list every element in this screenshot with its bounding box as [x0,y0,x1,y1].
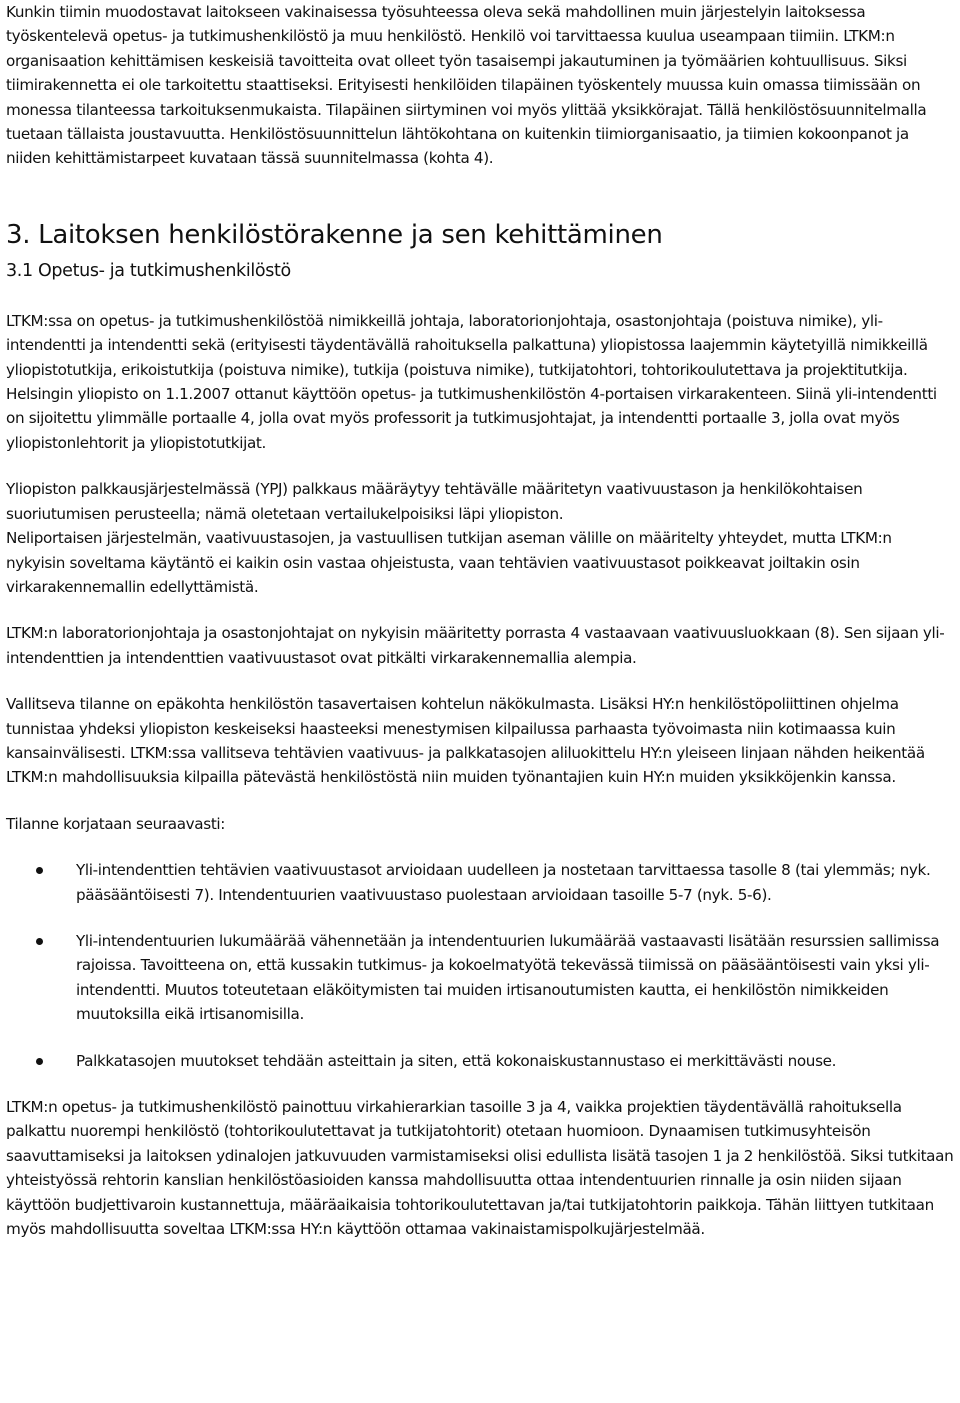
section-spacer [6,171,954,217]
paragraph-current-situation: Vallitseva tilanne on epäkohta henkilöstön tasavertaisen kohtelun näkökulmasta. Lisäksi HY:n henkilöstöpoliittinen ohjelma tunnistaa yhdeksi yliopiston keskeiseksi haasteeksi menestymisen kilpailussa parhaasta työvoimasta niin kotimaassa kuin kansainvälisesti. LTKM:ssa vallitseva tehtävien vaativuus- ja palkkatasojen aliluokittelu HY:n yleiseen linjaan nähden heikentää LTKM:n mahdollisuuksia kilpailla pätevästä henkilöstöstä niin muiden työnantajien kuin HY:n muiden yksikköjenkin kanssa. [6,695,925,787]
intro-paragraph: Kunkin tiimin muodostavat laitokseen vakinaisessa työsuhteessa oleva sekä mahdollinen muin järjestelyin laitoksessa työskentelevä opetus- ja tutkimushenkilöstö ja muu henkilöstö. Henkilö voi tarvittaessa kuulua useampaan tiimiin. LTKM:n organisaation kehittämisen keskeisiä tavoitteita ovat olleet työn tasaisempi jakautuminen ja työmäärien kohtuullisuus. Siksi tiimirakennetta ei ole tarkoitettu staattiseksi. Erityisesti henkilöiden tilapäinen työskentely muussa kuin omassa tiimissään on monessa tilanteessa tarkoituksenmukaista. Tilapäinen siirtyminen voi myös ylittää yksikkörajat. Tällä henkilöstösuunnitelmalla tuetaan tällaista joustavuutta. Henkilöstösuunnittelun lähtökohtana on kuitenkin tiimiorganisaatio, ja tiimien kokoonpanot ja niiden kehittämistarpeet kuvataan tässä suunnitelmassa (kohta 4). [6,3,927,168]
paragraph-salary-system: Yliopiston palkkausjärjestelmässä (YPJ) palkkaus määräytyy tehtävälle määritetyn vaativuustason ja henkilökohtaisen suoriutumisen perusteella; nämä oletetaan vertailukelpoisiksi läpi yliopiston. [6,480,863,523]
list-item [6,929,954,1027]
paragraph-corrections-intro: Tilanne korjataan seuraavasti: [6,814,226,833]
list-item [6,1049,954,1073]
list-item-text: Palkkatasojen muutokset tehdään asteittain ja siten, että kokonaiskustannustaso ei merkittävästi nouse. [76,1051,837,1070]
bullet-icon [36,1058,43,1065]
section-heading: 3. Laitoksen henkilöstörakenne ja sen kehittäminen [6,219,663,250]
paragraph-staff-titles: LTKM:ssa on opetus- ja tutkimushenkilöstöä nimikkeillä johtaja, laboratorionjohtaja, osastonjohtaja (poistuva nimike), yli-intendentti ja intendentti sekä (erityisesti täydentävällä rahoituksella palkattuna) yliopistossa laajemmin käytetyillä nimikkeillä yliopistotutkija, erikoistutkija (poistuva nimike), tutkija (poistuva nimike), tutkijatohtori, tohtorikoulutettava ja projektitutkija. Helsingin yliopisto on 1.1.2007 ottanut käyttöön opetus- ja tutkimushenkilöstön 4-portaisen virkarakenteen. Siinä yli-intendentti on sijoitettu ylimmälle portaalle 4, jolla ovat myös professorit ja tutkimusjohtajat, ja intendentti portaalle 3, jolla ovat myös yliopistonlehtorit ja yliopistotutkijat. [6,311,937,452]
corrections-list [6,858,954,1073]
list-item-text: Yli-intendenttien tehtävien vaativuustasot arvioidaan uudelleen ja nostetaan tarvittaessa tasolle 8 (tai ylemmäs; nyk. pääsääntöisesti 7). Intendentuurien vaativuustaso puolestaan arvioidaan tasoille 5-7 (nyk. 5-6). [76,861,931,904]
bullet-icon [36,938,43,945]
paragraph-four-tier-system: Neliportaisen järjestelmän, vaativuustasojen, ja vastuullisen tutkijan aseman välille on määritelty yhteydet, mutta LTKM:n nykyisin soveltama käytäntö ei kaikin osin vastaa ohjeistusta, vaan tehtävien vaativuustasot poikkeavat joiltakin osin virkarakennemallin edellyttämistä. [6,529,892,596]
subsection-heading: 3.1 Opetus- ja tutkimushenkilöstö [6,260,291,281]
paragraph-lab-directors: LTKM:n laboratorionjohtaja ja osastonjohtajat on nykyisin määritetty porrasta 4 vastaavaan vaativuusluokkaan (8). Sen sijaan yli-intendenttien ja intendenttien vaativuustasot ovat pitkälti virkarakennemallia alempia. [6,624,945,667]
list-item [6,858,954,907]
list-item-text: Yli-intendentuurien lukumäärää vähennetään ja intendentuurien lukumäärää vastaavasti lisätään resurssien sallimissa rajoissa. Tavoitteena on, että kussakin tutkimus- ja kokoelmatyötä tekevässä tiimissä on pääsääntöisesti vain yksi yli-intendentti. Muutos toteutetaan eläköitymisten tai muiden irtisanoutumisten kautta, ei henkilöstön nimikkeiden muutoksilla eikä irtisanomisilla. [76,931,940,1024]
closing-paragraph: LTKM:n opetus- ja tutkimushenkilöstö painottuu virkahierarkian tasoille 3 ja 4, vaikka projektien täydentävällä rahoituksella palkattu nuorempi henkilöstö (tohtorikoulutettavat ja tutkijatohtorit) otetaan huomioon. Dynaamisen tutkimusyhteisön saavuttamiseksi ja laitoksen ydinalojen jatkuvuuden varmistamiseksi olisi edullista lisätä tasojen 1 ja 2 henkilöstöä. Siksi tutkitaan yhteistyössä rehtorin kanslian henkilöstöasioiden kanssa mahdollisuutta ottaa intendentuurien rinnalle ja osin niiden sijaan käyttöön budjettivaroin kustannettuja, määräaikaisia tohtorikoulutettavan ja/tai tutkijatohtorin paikkoja. Tähän liittyen tutkitaan myös mahdollisuutta soveltaa LTKM:ssa HY:n käyttöön ottamaa vakinaistamispolkujärjestelmää. [6,1098,954,1239]
bullet-icon [36,867,43,874]
